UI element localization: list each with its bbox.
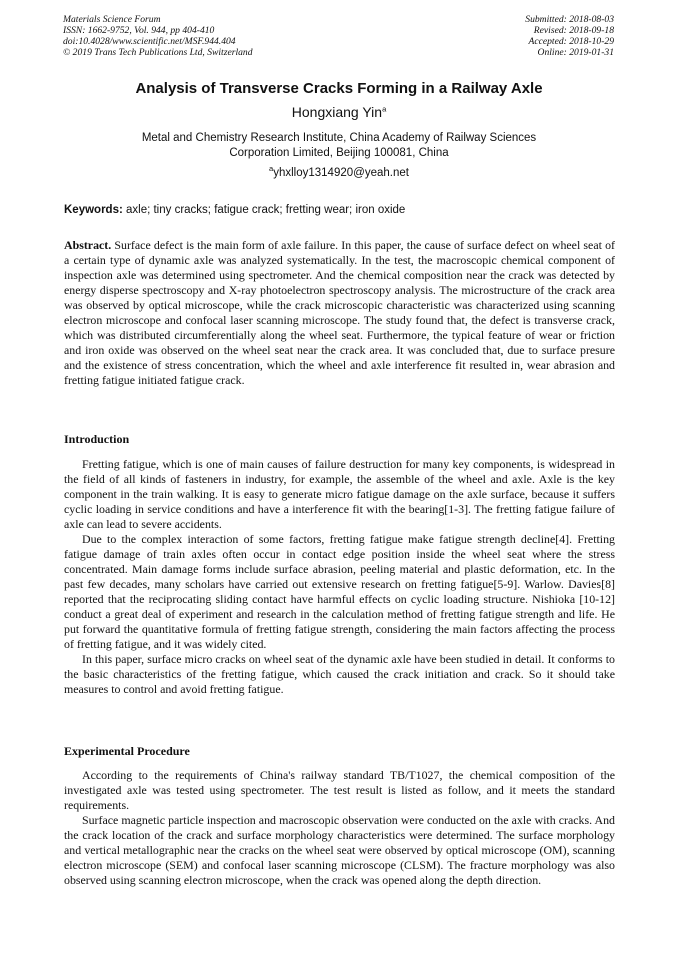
email-superscript: a — [269, 164, 274, 174]
experimental-paragraph: According to the requirements of China's railway standard TB/T1027, the chemical composition of the investigated axle was tested using spectrometer. The test result is listed as follow, and it meets the standard requirements. — [64, 768, 615, 812]
email-address: yhxlloy1314920@yeah.net — [273, 167, 409, 179]
keywords-label: Keywords: — [64, 204, 123, 216]
introduction-paragraph: Fretting fatigue, which is one of main causes of failure destruction for many key components, is widespread in the field of all kinds of fasteners in industry, for example, the assemble of the wheel and axle. Axle is the key component in the train walking. It is easy to generate micro fatigue damage on the axle surface, because it suffers cyclic loading in service conditions and have a interference fit with the bearing[1-3]. The fretting fatigue failure of axle can lead to severe accidents. — [64, 457, 615, 531]
introduction-paragraph: In this paper, surface micro cracks on wheel seat of the dynamic axle have been studied in detail. It conforms to the basic characteristics of the fretting fatigue, which caused the crack initiation and crack. So it should take measures to control and avoid fretting fatigue. — [64, 652, 615, 696]
author — [0, 104, 678, 120]
abstract-text: Surface defect is the main form of axle failure. In this paper, the cause of surface defect on wheel seat of a certain type of dynamic axle was analyzed systematically. In the test, the macroscopic chemical component of inspection axle was determined using spectrometer. And the chemical composition near the crack was detected by energy disperse spectroscopy and X-ray photoelectron spectroscopy analysis. The microstructure of the crack area was observed by optical microscope, while the crack microscopic characteristic was characterized using scanning electron microscope and confocal laser scanning microscope. The study found that, the defect is transverse crack, which was distributed circumferentially along the wheel seat. Furthermore, the typical feature of wear or friction and iron oxide was observed on the wheel seat near the crack area. It was concluded that, due to surface presure and the existence of stress concentration, which the wheel and axle interference fit resulted in, wear abrasion and fretting fatigue initiated fatigue crack. — [64, 238, 615, 387]
experimental-paragraph: Surface magnetic particle inspection and macroscopic observation were conducted on the axle with cracks. And the crack location of the crack and surface morphology characteristics were determined. The surface morphology and vertical metallographic near the cracks on the wheel seat were observed by optical microscope (OM), scanning electron microscope (SEM) and confocal laser scanning microscope (CLSM). The fracture morphology was also observed using scanning electron microscope, when the crack was opened along the depth direction. — [64, 813, 615, 887]
introduction-body — [64, 457, 615, 697]
affiliation-line-1: Metal and Chemistry Research Institute, China Academy of Railway Sciences — [141, 132, 537, 144]
abstract — [64, 238, 615, 388]
affiliation-line-2: Corporation Limited, Beijing 100081, China — [229, 147, 449, 159]
keywords — [64, 204, 624, 216]
accepted-date: Accepted: 2018-10-29 — [528, 36, 614, 47]
author-email — [0, 164, 678, 179]
online-date: Online: 2019-01-31 — [537, 47, 614, 58]
journal-info — [63, 14, 253, 58]
submitted-date: Submitted: 2018-08-03 — [525, 14, 614, 25]
revised-date: Revised: 2018-09-18 — [533, 25, 614, 36]
introduction-paragraph: Due to the complex interaction of some factors, fretting fatigue make fatigue strength decline[4]. Fretting fatigue damage of train axles often occur in contact edge position inside the wheel seat where the stress concentrated. Main damage forms include surface abrasion, peeling material and plastic deformation, etc. In the past few decades, many scholars have carried out extensive research on fretting fatigue[5-9]. Warlow. Davies[8] reported that the reciprocating sliding contact have harmful effects on cyclic loading structure. Nishioka [10-12] conduct a great deal of experiment and research in the calculation method of fretting fatigue strength and life. He put forward the quantitative formula of fretting fatigue strength, considering the main factors affecting the process of fretting fatigue, and it was widely cited. — [64, 532, 615, 651]
abstract-label: Abstract. — [64, 238, 112, 252]
introduction-heading: Introduction — [64, 432, 130, 446]
journal-name: Materials Science Forum — [63, 14, 161, 25]
author-name: Hongxiang Yin — [291, 104, 383, 120]
experimental-heading: Experimental Procedure — [64, 744, 190, 758]
author-superscript: a — [382, 104, 387, 114]
experimental-body — [64, 768, 615, 888]
affiliation — [0, 131, 678, 161]
issn-line: ISSN: 1662-9752, Vol. 944, pp 404-410 — [63, 25, 215, 36]
submission-dates — [525, 14, 614, 58]
copyright-line: © 2019 Trans Tech Publications Ltd, Switzerland — [63, 47, 253, 58]
paper-title: Analysis of Transverse Cracks Forming in a Railway Axle — [135, 80, 543, 97]
doi-line: doi:10.4028/www.scientific.net/MSF.944.404 — [63, 36, 236, 47]
keywords-text: axle; tiny cracks; fatigue crack; fretting wear; iron oxide — [126, 204, 406, 216]
